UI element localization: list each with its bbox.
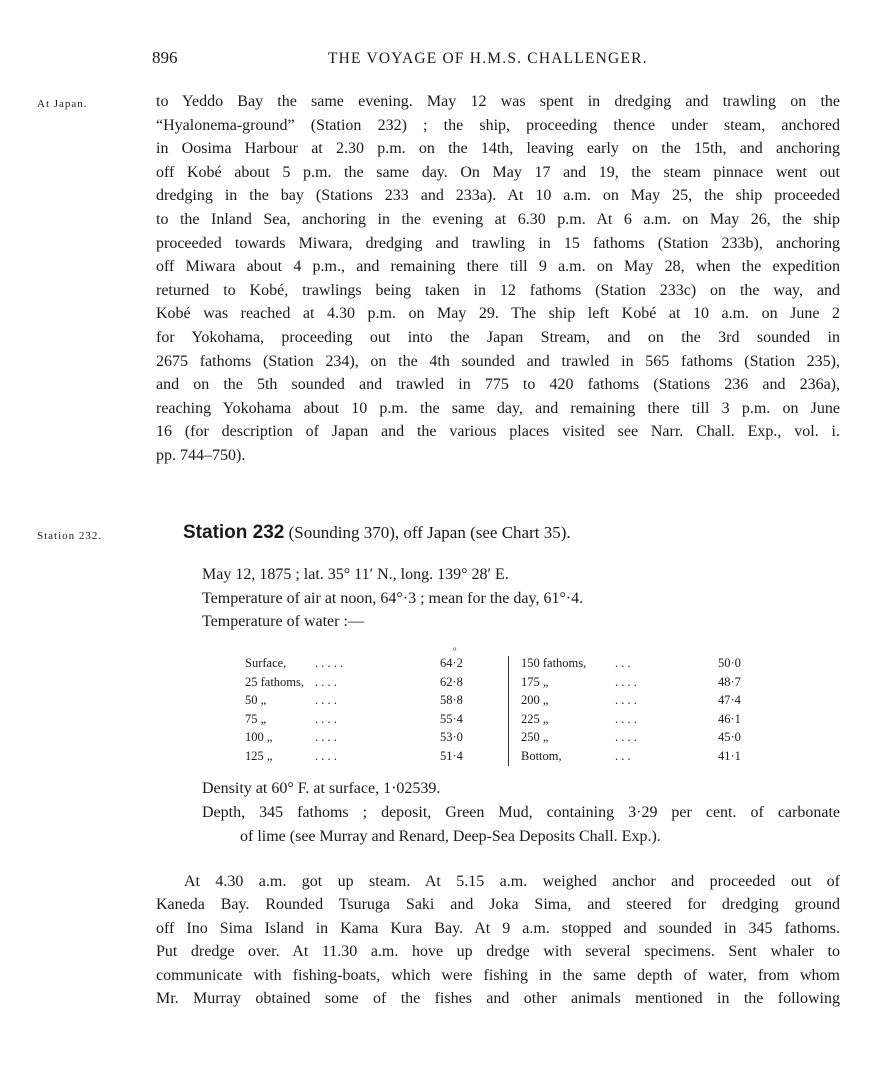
table-leader-dots: . . . <box>615 748 631 763</box>
table-depth-cell: Surface, <box>245 656 287 670</box>
table-leader-dots: . . . . <box>315 748 337 763</box>
text-line: pp. 744–750). <box>156 446 246 464</box>
narrative-paragraph <box>156 90 840 468</box>
table-value-cell: 50·0 <box>718 656 741 670</box>
table-column-divider <box>508 656 509 766</box>
text-line: Kobé was reached at 4.30 p.m. on May 29. The ship left Kobé at 10 a.m. on June 2 <box>156 305 840 323</box>
density-reading: Density at 60° F. at surface, 1·02539. <box>202 780 441 797</box>
text-line: 2675 fathoms (Station 234), on the 4th sounded and trawled in 565 fathoms (Station 235), <box>156 352 840 370</box>
table-value-cell: 55·4 <box>440 711 463 726</box>
table-value-cell: 64·2 <box>440 656 463 670</box>
table-depth-cell: 225 „ <box>521 711 549 726</box>
depth-deposit-continuation: of lime (see Murray and Renard, Deep-Sea Deposits Chall. Exp.). <box>240 828 661 845</box>
table-leader-dots: . . . . <box>615 674 637 689</box>
table-depth-cell: 175 „ <box>521 674 549 689</box>
text-line: off Miwara about 4 p.m., and remaining there till 9 a.m. on May 28, when the expedition <box>156 258 840 276</box>
text-line: dredging in the bay (Stations 233 and 233a). At 10 a.m. on May 25, the ship proceeded <box>156 187 840 205</box>
table-depth-cell: 200 „ <box>521 693 549 707</box>
table-value-cell: 45·0 <box>718 730 741 744</box>
table-value-cell: 53·0 <box>440 730 463 744</box>
text-line: to Yeddo Bay the same evening. May 12 was spent in dredging and trawling on the <box>156 93 840 110</box>
table-value-cell: 62·8 <box>440 674 463 689</box>
text-line: off Kobé about 5 p.m. the same day. On May 17 and 19, the steam pinnace went out <box>156 163 840 181</box>
text-line: proceeded towards Miwara, dredging and trawling in 15 fathoms (Station 233b), anchoring <box>156 234 840 252</box>
table-depth-cell: 100 „ <box>245 730 273 744</box>
table-depth-cell: Bottom, <box>521 748 562 763</box>
text-line: reaching Yokohama about 10 p.m. the same day, and remaining there till 3 p.m. on June <box>156 399 840 417</box>
table-depth-cell: 125 „ <box>245 748 273 763</box>
text-line: and on the 5th sounded and trawled in 775 to 420 fathoms (Stations 236 and 236a), <box>156 376 840 394</box>
text-line: off Ino Sima Island in Kama Kura Bay. At 9 a.m. stopped and sounded in 345 fathoms. <box>156 919 840 937</box>
margin-note-at-japan: At Japan. <box>37 98 88 110</box>
station-heading <box>183 522 571 544</box>
station-heading-title: Station 232 <box>183 522 285 543</box>
text-line: “Hyalonema-ground” (Station 232) ; the ship, proceeding thence under steam, anchored <box>156 116 840 134</box>
table-leader-dots: . . . . <box>315 674 337 689</box>
log-paragraph <box>156 870 840 1010</box>
station-date-position: May 12, 1875 ; lat. 35° 11′ N., long. 139° 28′ E. <box>202 566 509 583</box>
text-line: Mr. Murray obtained some of the fishes and other animals mentioned in the following <box>156 990 840 1008</box>
table-leader-dots: . . . . . <box>315 656 344 670</box>
text-line: in Oosima Harbour at 2.30 p.m. on the 14th, leaving early on the 15th, and anchoring <box>156 140 840 158</box>
station-heading-detail: (Sounding 370), off Japan (see Chart 35). <box>284 523 571 542</box>
text-line: to the Inland Sea, anchoring in the evening at 6.30 p.m. At 6 a.m. on May 26, the ship <box>156 210 840 228</box>
text-line: communicate with fishing-boats, which were fishing in the same depth of water, from whom <box>156 966 840 984</box>
water-temperature-label: Temperature of water :— <box>202 613 364 630</box>
table-depth-cell: 50 „ <box>245 693 267 707</box>
table-value-cell: 47·4 <box>718 693 741 707</box>
table-leader-dots: . . . . <box>315 693 337 707</box>
table-value-cell: 58·8 <box>440 693 463 707</box>
table-value-cell: 51·4 <box>440 748 463 763</box>
table-value-cell: 46·1 <box>718 711 741 726</box>
page-number: 896 <box>152 48 178 67</box>
margin-note-station: Station 232. <box>37 530 103 542</box>
table-leader-dots: . . . <box>615 656 631 670</box>
depth-deposit-line: Depth, 345 fathoms ; deposit, Green Mud, containing 3·29 per cent. of carbonate <box>202 804 840 821</box>
text-line: At 4.30 a.m. got up steam. At 5.15 a.m. weighed anchor and proceeded out of <box>184 873 840 890</box>
air-temperature: Temperature of air at noon, 64°·3 ; mean for the day, 61°·4. <box>202 590 584 607</box>
running-title: THE VOYAGE OF H.M.S. CHALLENGER. <box>328 50 648 67</box>
table-depth-cell: 25 fathoms, <box>245 674 305 689</box>
table-depth-cell: 75 „ <box>245 711 267 726</box>
table-depth-cell: 150 fathoms, <box>521 656 587 670</box>
text-line: Kaneda Bay. Rounded Tsuruga Saki and Joka Sima, and steered for dredging ground <box>156 896 840 914</box>
text-line: Put dredge over. At 11.30 a.m. hove up dredge with several specimens. Sent whaler to <box>156 943 840 961</box>
text-line: for Yokohama, proceeding out into the Japan Stream, and on the 3rd sounded in <box>156 328 840 346</box>
table-leader-dots: . . . . <box>315 730 337 744</box>
text-line: returned to Kobé, trawlings being taken in 12 fathoms (Station 233c) on the way, and <box>156 281 840 299</box>
text-line: 16 (for description of Japan and the various places visited see Narr. Chall. Exp., vol. i. <box>156 423 840 441</box>
table-value-cell: 48·7 <box>718 674 741 689</box>
table-depth-cell: 250 „ <box>521 730 549 744</box>
table-value-cell: 41·1 <box>718 748 741 763</box>
table-leader-dots: . . . . <box>615 730 637 744</box>
degree-mark: ° <box>453 646 457 656</box>
table-leader-dots: . . . . <box>615 711 637 726</box>
table-leader-dots: . . . . <box>315 711 337 726</box>
table-leader-dots: . . . . <box>615 693 637 707</box>
